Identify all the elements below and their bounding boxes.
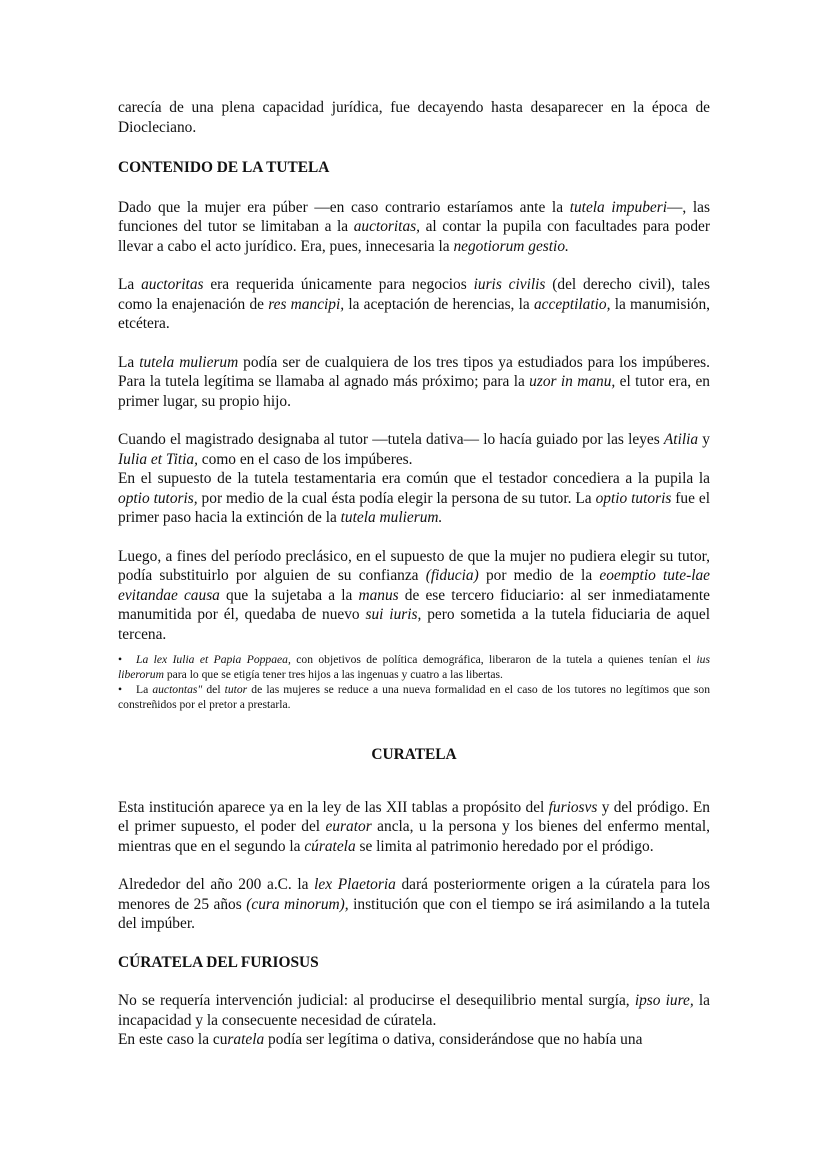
footnote-lex-iulia	[118, 652, 710, 682]
text-run: —, las funciones del tutor se limitaban a la	[118, 198, 710, 235]
text-run: Dado que la mujer era púber —en caso contrario estaríamos ante la	[118, 198, 570, 216]
text-run: que la sujetaba a la	[219, 586, 359, 604]
italic-term: ratela	[227, 1031, 265, 1048]
heading-curatela-furiosus: CÚRATELA DEL FURIOSUS	[118, 953, 319, 971]
italic-term: auctoritas,	[353, 218, 420, 235]
text-run: En este caso la cu	[118, 1031, 228, 1048]
bullet-icon: •	[118, 683, 123, 696]
text-run: de las mujeres se reduce a una nueva formalidad en el caso de los tutores no legítimos que son constreñidos por el pretor a prestarla.	[118, 683, 710, 711]
text-run: la manumisión, etcétera.	[118, 295, 710, 332]
italic-term: cúratela	[304, 837, 356, 855]
italic-term: ipso iure,	[634, 992, 694, 1009]
italic-term: auctoritas	[141, 276, 204, 293]
text-run: podía ser legítima o dativa, considerándose que no había una	[264, 1031, 643, 1048]
text-run: el tutor era, en primer lugar, su propio hijo.	[118, 373, 710, 410]
italic-term: negotiorum gestio.	[453, 237, 569, 255]
text-run: Luego, a fines del período preclásico, en el supuesto de que la mujer no pudiera elegir su tutor, podía substituirlo por alguien de su confianza	[118, 547, 710, 584]
text-run: como en el caso de los impúberes.	[197, 450, 413, 468]
text-run: era requerida únicamente para negocios	[203, 276, 474, 293]
italic-term: Iulia et Titia,	[118, 450, 198, 468]
italic-term: Atilia	[663, 431, 699, 448]
footnote-text	[118, 653, 710, 681]
italic-term: optio tutoris,	[118, 489, 198, 507]
italic-term: manus	[358, 586, 399, 604]
text-run: La	[136, 683, 153, 696]
text-run: Esta institución aparece ya en la ley de las XII tablas a propósito del	[118, 798, 549, 816]
italic-term: tutor	[224, 683, 248, 696]
italic-term: iuris civilis	[473, 276, 546, 293]
text-run: de ese tercero fiduciario: al ser inmediatamente manumitida por él, quedaba de nuevo	[118, 586, 710, 623]
text-run: No se requería intervención judicial: al producirse el desequilibrio mental surgía,	[118, 992, 635, 1009]
heading-curatela: CURATELA	[371, 746, 457, 763]
text-run: Alrededor del año 200 a.C. la	[118, 876, 315, 893]
text-run: En el supuesto de la tutela testamentaria era común que el testador concediera a la pupila la	[118, 470, 710, 487]
text-run: por medio de la cual ésta podía elegir la persona de su tutor. La	[197, 489, 596, 507]
paragraph-lex-plaetoria	[118, 875, 710, 934]
paragraph-ipso-iure	[118, 991, 710, 1030]
text-run: Cuando el magistrado designaba al tutor —tutela dativa— lo hacía guiado por las leyes	[118, 431, 664, 448]
paragraph-auctoritas	[118, 275, 710, 334]
paragraph-intro: carecía de una plena capacidad jurídica, fue decayendo hasta desaparecer en la época de Diocleciano.	[118, 99, 710, 136]
text-run: la aceptación de herencias, la	[344, 295, 534, 313]
footnote-text	[118, 683, 710, 711]
italic-term: sui iuris,	[365, 606, 422, 623]
footnote-auctoritas	[118, 682, 710, 712]
italic-term: lex Plaetoria	[314, 876, 396, 893]
italic-term: furiosvs	[548, 798, 598, 816]
italic-term: tutela impuberi	[569, 198, 667, 216]
italic-term: (fiducia)	[425, 567, 479, 584]
paragraph-tutela-dativa	[118, 430, 710, 469]
heading-contenido-tutela: CONTENIDO DE LA TUTELA	[118, 159, 330, 176]
italic-term: La lex Iulia et Papia Poppaea,	[136, 653, 291, 666]
paragraph-tutela-testamentaria	[118, 469, 710, 528]
text-run: y del pródigo. En el primer supuesto, el poder del	[118, 798, 710, 835]
text-run: ancla, u la persona y los bienes del enfermo mental, mientras que en el segundo la	[118, 818, 711, 855]
italic-term: acceptilatio,	[533, 295, 611, 313]
text-run: (del derecho civil), tales como la enajenación de	[118, 276, 710, 313]
text-run: La	[118, 353, 140, 371]
italic-term: eoemptio tute-lae evitandae causa	[118, 567, 710, 604]
italic-term: tutela mulierum	[139, 353, 239, 371]
text-run: fue el primer paso hacia la extinción de la	[118, 489, 710, 526]
text-run: podía ser de cualquiera de los tres tipos ya estudiados para los impúberes. Para la tutela legítima se llamaba al agnado más próximo; para la	[118, 353, 710, 390]
paragraph-tutela-mulierum	[118, 353, 710, 412]
text-run: se limita al patrimonio heredado por el pródigo.	[355, 837, 654, 855]
italic-term: optio tutoris	[595, 489, 672, 507]
text-run: con objetivos de política demográfica, liberaron de la tutela a quienes tenían el	[290, 653, 697, 666]
text-run: por medio de la	[478, 567, 600, 584]
italic-term: res mancipi,	[268, 295, 345, 313]
paragraph-xii-tablas	[118, 798, 710, 857]
text-run: dará posteriormente origen a la cúratela para los menores de 25 años	[118, 876, 711, 913]
italic-term: (cura minorum),	[246, 895, 349, 913]
bullet-icon: •	[118, 653, 123, 666]
text-run: la incapacidad y la consecuente necesidad de cúratela.	[118, 992, 710, 1029]
italic-term: uzor in manu,	[529, 373, 616, 390]
text-run: institución que con el tiempo se irá asimilando a la tutela del impúber.	[118, 895, 710, 932]
text-run: para lo que se etigía tener tres hijos a las ingenuas y cuatro a las libertas.	[163, 668, 503, 681]
text-run: del	[202, 683, 225, 696]
paragraph-legitima-dativa	[118, 1030, 710, 1050]
text-run: pero sometida a la tutela fiduciaria de aquel tercena.	[118, 606, 710, 643]
italic-term: auctontas"	[152, 683, 203, 696]
text-run: La	[118, 276, 142, 293]
paragraph-funciones-tutor	[118, 198, 710, 257]
italic-term: ius liberorum	[118, 653, 710, 681]
italic-term: eurator	[325, 818, 372, 835]
paragraph-fiducia	[118, 547, 710, 645]
italic-term: tutela mulierum.	[340, 509, 443, 526]
text-run: al contar la pupila con facultades para poder llevar a cabo el acto jurídico. Era, pues, innecesaria la	[118, 218, 710, 255]
text-run: y	[698, 431, 710, 448]
